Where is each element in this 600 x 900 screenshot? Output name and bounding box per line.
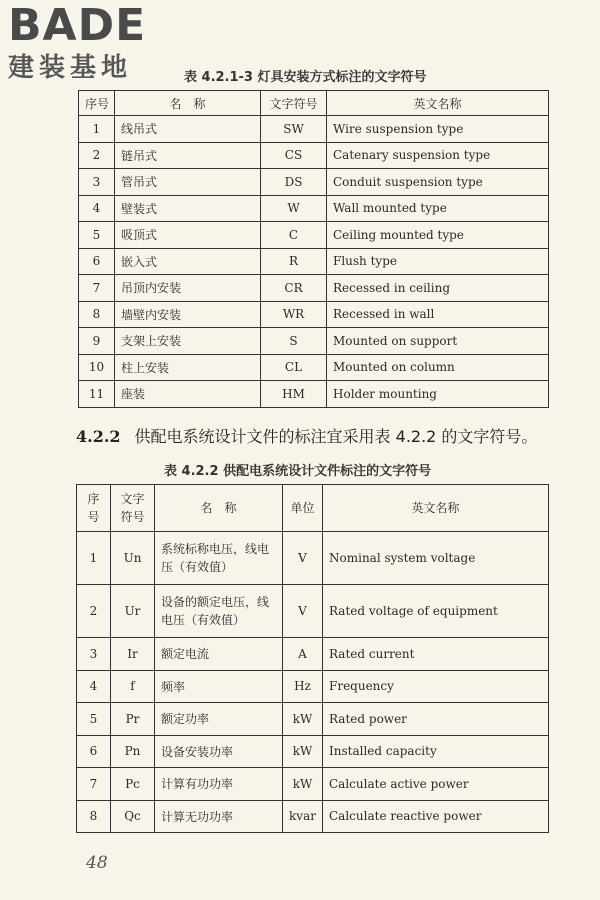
lighting-installation-table [78,90,549,408]
page-number: 48 [86,853,108,873]
table-cell: 9 [79,328,115,355]
table-header-row [79,91,549,116]
table-row [79,222,549,249]
table-cell: 设备安装功率 [155,735,283,768]
table-cell: Nominal system voltage [323,532,549,585]
table-row [77,735,549,768]
table-cell: Installed capacity [323,735,549,768]
table-cell: Pr [111,703,155,736]
table-cell: C [261,222,327,249]
table-cell: Frequency [323,670,549,703]
table-cell: Un [111,532,155,585]
table-cell: kW [283,768,323,801]
column-header: 文字符号 [111,485,155,532]
table-header-row [77,485,549,532]
table1-caption: 表 4.2.1-3 灯具安装方式标注的文字符号 [184,70,427,85]
table-cell: WR [261,301,327,328]
table-cell: 墙壁内安装 [115,301,261,328]
table-cell: 座装 [115,381,261,408]
table-cell: 管吊式 [115,169,261,196]
table-row [77,585,549,638]
table-cell: HM [261,381,327,408]
table-row [79,248,549,275]
table2-caption: 表 4.2.2 供配电系统设计文件标注的文字符号 [164,464,432,479]
brand-logo [8,0,147,84]
table-cell: kW [283,735,323,768]
section-number: 4.2.2 [76,427,121,446]
table-row [77,638,549,671]
table-cell: Calculate active power [323,768,549,801]
table-cell: Pn [111,735,155,768]
table-cell: Conduit suspension type [327,169,549,196]
table-row [79,169,549,196]
table-cell: Rated power [323,703,549,736]
table-cell: 线吊式 [115,116,261,143]
table-row [79,301,549,328]
table-cell: 6 [79,248,115,275]
table-cell: 2 [79,142,115,169]
table-row [79,195,549,222]
table-cell: 8 [79,301,115,328]
table-cell: Pc [111,768,155,801]
column-header: 名 称 [155,485,283,532]
table-cell: 嵌入式 [115,248,261,275]
table-cell: 7 [79,275,115,302]
table-cell: 频率 [155,670,283,703]
table-row [79,275,549,302]
table-cell: 3 [79,169,115,196]
logo-subtitle: 建装基地 [8,53,133,83]
table-cell: 系统标称电压，线电压（有效值） [155,532,283,585]
table-cell: 吸顶式 [115,222,261,249]
table-row [79,116,549,143]
section-text: 供配电系统设计文件的标注宜采用表 4.2.2 的文字符号。 [134,427,538,446]
table-cell: Recessed in wall [327,301,549,328]
table-cell: 计算无功功率 [155,800,283,833]
table-row [77,800,549,833]
column-header: 序号 [79,91,115,116]
table-cell: Recessed in ceiling [327,275,549,302]
table-cell: 4 [77,670,111,703]
table-row [79,381,549,408]
table-cell: 10 [79,354,115,381]
table-row [79,354,549,381]
column-header: 单位 [283,485,323,532]
column-header: 名 称 [115,91,261,116]
table-cell: Flush type [327,248,549,275]
table-cell: 设备的额定电压，线电压（有效值） [155,585,283,638]
table-cell: 3 [77,638,111,671]
table-cell: kW [283,703,323,736]
table-cell: 8 [77,800,111,833]
table-cell: 2 [77,585,111,638]
table-cell: 壁装式 [115,195,261,222]
table-row [77,670,549,703]
table-cell: V [283,532,323,585]
table-cell: Wire suspension type [327,116,549,143]
table-row [77,703,549,736]
table-cell: Mounted on column [327,354,549,381]
table-cell: Rated current [323,638,549,671]
logo-brand-text: BADE [8,0,147,51]
table-cell: Hz [283,670,323,703]
table-cell: 7 [77,768,111,801]
table-cell: V [283,585,323,638]
table-cell: Wall mounted type [327,195,549,222]
table-cell: 11 [79,381,115,408]
table-cell: 链吊式 [115,142,261,169]
table-cell: W [261,195,327,222]
table-cell: Ir [111,638,155,671]
table-cell: Qc [111,800,155,833]
table-cell: 6 [77,735,111,768]
table-cell: Rated voltage of equipment [323,585,549,638]
table-cell: kvar [283,800,323,833]
table-cell: Calculate reactive power [323,800,549,833]
table-cell: 5 [77,703,111,736]
table-row [79,142,549,169]
table-cell: Catenary suspension type [327,142,549,169]
table-cell: 吊顶内安装 [115,275,261,302]
table-cell: R [261,248,327,275]
table-cell: 计算有功功率 [155,768,283,801]
table-cell: 柱上安装 [115,354,261,381]
table-cell: 1 [77,532,111,585]
table-cell: 支架上安装 [115,328,261,355]
table-cell: Mounted on support [327,328,549,355]
column-header: 英文名称 [327,91,549,116]
table-cell: 1 [79,116,115,143]
table-cell: 额定功率 [155,703,283,736]
table-cell: DS [261,169,327,196]
column-header: 英文名称 [323,485,549,532]
table-cell: A [283,638,323,671]
power-distribution-table [76,484,549,833]
table-row [77,768,549,801]
table-cell: S [261,328,327,355]
table-row [77,532,549,585]
table-cell: 5 [79,222,115,249]
table-row [79,328,549,355]
column-header: 序号 [77,485,111,532]
table-cell: CL [261,354,327,381]
table-cell: 4 [79,195,115,222]
table-cell: Ceiling mounted type [327,222,549,249]
table-cell: CS [261,142,327,169]
table-cell: f [111,670,155,703]
table-cell: Ur [111,585,155,638]
table-cell: SW [261,116,327,143]
table-cell: 额定电流 [155,638,283,671]
table-cell: CR [261,275,327,302]
table-cell: Holder mounting [327,381,549,408]
section-paragraph [76,424,537,447]
column-header: 文字符号 [261,91,327,116]
